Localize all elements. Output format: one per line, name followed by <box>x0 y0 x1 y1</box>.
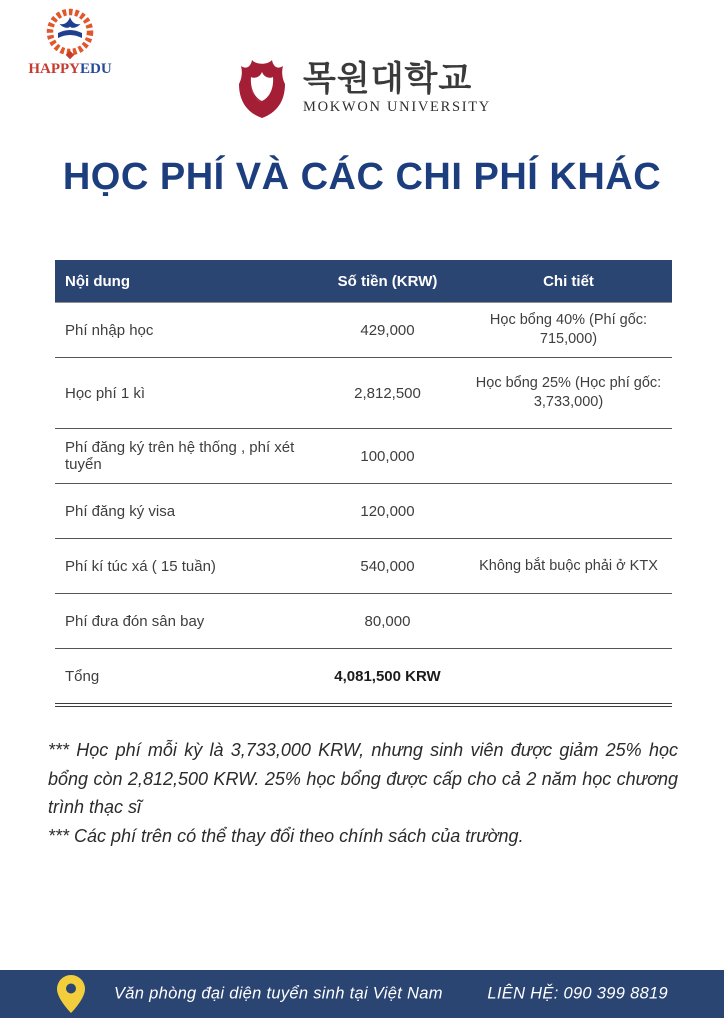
column-header-so-tien: Số tiền (KRW) <box>310 260 465 303</box>
mokwon-english-name: MOKWON UNIVERSITY <box>303 98 491 115</box>
footer-contact-text: LIÊN HỆ: 090 399 8819 <box>487 984 668 1003</box>
fee-item: Tổng <box>65 667 100 685</box>
mokwon-logo <box>0 56 724 120</box>
fee-amount: 120,000 <box>360 502 415 520</box>
fee-amount: 540,000 <box>360 557 415 575</box>
fee-detail <box>465 594 672 649</box>
footnote-policy: *** Các phí trên có thể thay đổi theo chính sách của trường. <box>48 825 524 846</box>
fee-detail <box>465 429 672 484</box>
fee-amount: 429,000 <box>360 321 415 339</box>
table-row <box>55 358 672 429</box>
fee-item: Phí kí túc xá ( 15 tuần) <box>65 557 216 575</box>
table-row <box>55 594 672 649</box>
fee-detail <box>465 649 672 706</box>
mokwon-korean-name: 목원대학교 <box>303 59 473 98</box>
fee-total-amount: 4,081,500 KRW <box>334 667 441 685</box>
fee-detail: Học bổng 40% (Phí gốc: 715,000) <box>489 312 648 347</box>
happyedu-wordmark-edu: EDU <box>80 61 112 77</box>
fee-amount: 100,000 <box>360 447 415 465</box>
fee-detail: Học bổng 25% (Học phí gốc: 3,733,000) <box>475 375 662 410</box>
column-header-noi-dung: Nội dung <box>55 260 310 303</box>
footer-office-text: Văn phòng đại diện tuyển sinh tại Việt Nam <box>114 984 443 1003</box>
column-header-chi-tiet: Chi tiết <box>465 260 672 303</box>
footer-bar <box>0 970 724 1018</box>
table-header-row <box>55 260 672 303</box>
footnotes <box>48 736 678 850</box>
map-pin-icon <box>57 975 85 1013</box>
fee-amount: 2,812,500 <box>354 384 421 402</box>
fee-item: Phí đăng ký trên hệ thống , phí xét tuyển <box>65 439 295 473</box>
table-row <box>55 539 672 594</box>
happyedu-wreath-bird-icon <box>25 6 115 62</box>
table-row <box>55 429 672 484</box>
mokwon-name-block <box>303 61 491 116</box>
table-row-total <box>55 649 672 706</box>
table-row <box>55 484 672 539</box>
fee-item: Học phí 1 kì <box>65 384 146 402</box>
fee-item: Phí đăng ký visa <box>65 502 176 520</box>
footnote-scholarship: *** Học phí mỗi kỳ là 3,733,000 KRW, nhưng sinh viên được giảm 25% học bổng còn 2,812,500 KRW. 25% học bổng được cấp cho cả 2 năm học chương trình thạc sĩ <box>48 740 678 817</box>
fee-detail: Không bắt buộc phải ở KTX <box>479 557 658 574</box>
fee-detail <box>465 484 672 539</box>
mokwon-emblem-icon <box>233 56 291 120</box>
happyedu-wordmark-happy: HAPPY <box>28 61 80 77</box>
fee-amount: 80,000 <box>364 612 411 630</box>
page-title: HỌC PHÍ VÀ CÁC CHI PHÍ KHÁC <box>62 156 662 198</box>
table-row <box>55 303 672 358</box>
fee-item: Phí nhập học <box>65 321 154 339</box>
fees-table <box>55 260 672 707</box>
fee-item: Phí đưa đón sân bay <box>65 612 205 630</box>
